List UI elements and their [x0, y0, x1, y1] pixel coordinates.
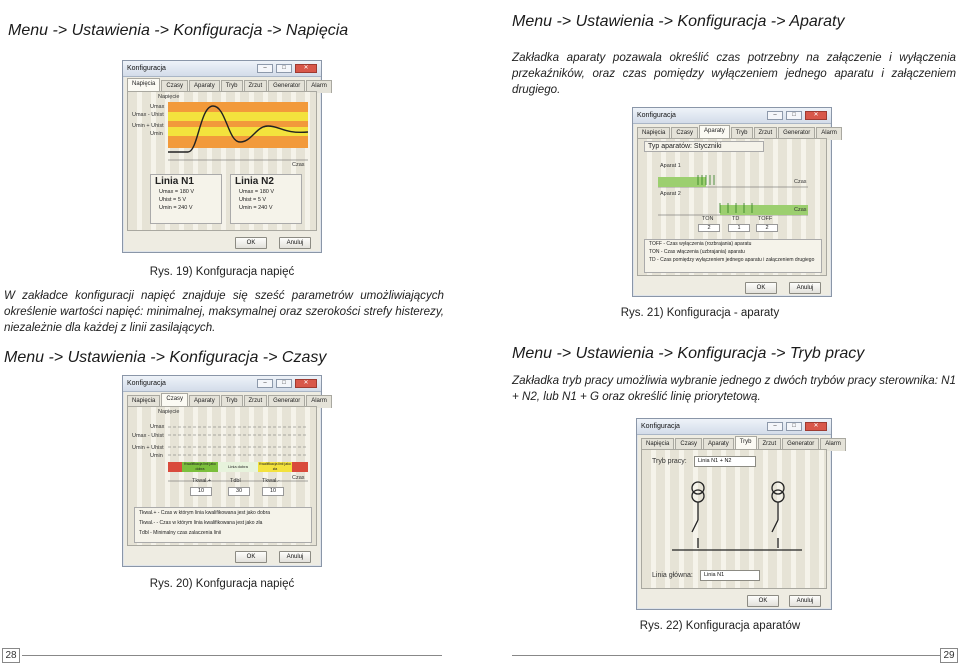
x-label-czas: Czas [292, 162, 305, 168]
n2-uhist-value[interactable]: 5 [257, 197, 261, 203]
tab-pane [127, 91, 317, 231]
y-label-umax: Umax [150, 104, 165, 110]
n1-unit: V [190, 189, 195, 195]
t-d-label: TD [732, 216, 740, 222]
n1-unit: V [188, 205, 193, 211]
n2-unit: V [268, 205, 273, 211]
close-icon[interactable]: ✕ [805, 111, 827, 120]
caption-rys22: Rys. 22) Konfiguracja aparatów [639, 620, 801, 632]
apparatus-type-group: Typ aparatów: Styczniki [644, 141, 764, 152]
legend-box [644, 239, 822, 273]
tab-alarm[interactable]: Alarm [816, 127, 842, 140]
tab-alarm[interactable]: Alarm [820, 438, 846, 451]
heading-aparaty: Menu -> Ustawienia -> Konfiguracja -> Aparaty [512, 13, 845, 30]
line-n1-title: Linia N1 [155, 176, 194, 187]
maximize-icon[interactable]: □ [786, 111, 802, 120]
tab-napiecia[interactable]: Napięcia [127, 78, 160, 91]
mode-label: Tryb pracy: [652, 458, 687, 465]
tab-pane [641, 449, 827, 589]
tab-zrzut[interactable]: Zrzut [754, 127, 778, 140]
heading-tryb-pracy: Menu -> Ustawienia -> Konfiguracja -> Tryb pracy [512, 345, 865, 362]
timing-lines [168, 417, 308, 487]
config-dialog-aparaty [632, 107, 837, 297]
paragraph-napiecia: W zakładce konfiguracji napięć znajduje się sześć parametrów umożliwiających określenie wartości napięć: minimalnej, maksymalnej oraz szerokości strefy histerezy, niezależnie dla każdej z linii zasilających. [4, 289, 444, 334]
minimize-icon[interactable]: – [257, 64, 273, 73]
n1-umax-label: Umax = [159, 189, 179, 195]
n1-umax-value[interactable]: 180 [179, 189, 189, 195]
t-dbl-label: Tdbl [230, 478, 241, 484]
tab-alarm[interactable]: Alarm [306, 80, 332, 93]
tab-tryb[interactable]: Tryb [735, 436, 757, 449]
caption-rys20: Rys. 20) Konfguracja napięć [149, 578, 295, 590]
y-label-umin-uhist: Umin + Uhist [132, 445, 164, 451]
close-icon[interactable]: ✕ [805, 422, 827, 431]
tab-generator[interactable]: Generator [778, 127, 815, 140]
ok-button[interactable]: OK [747, 595, 779, 607]
legend-ton: TON - Czas włączenia (uzbrajania) aparatu [649, 249, 745, 255]
tab-generator[interactable]: Generator [268, 395, 305, 408]
t-d-input[interactable]: 1 [728, 224, 750, 232]
cancel-button[interactable]: Anuluj [789, 282, 821, 294]
close-icon[interactable]: ✕ [295, 379, 317, 388]
segment-bad-1 [168, 462, 182, 472]
ok-button[interactable]: OK [235, 551, 267, 563]
tab-zrzut[interactable]: Zrzut [758, 438, 782, 451]
wiring-diagram [662, 480, 812, 560]
line-n1-panel [150, 174, 222, 224]
legend-toff: TOFF - Czas wyłączenia (rozbrajania) aparatu [649, 241, 752, 247]
paragraph-aparaty: Zakładka aparaty pozawala określić czas potrzebny na załączenie i wyłączenia przekaźników, oraz czas pomiędzy wyłączeniem jednego aparatu i załączeniem drugiego. [512, 51, 956, 96]
legend-tdbl: Tdbl - Minimalny czas zalaczenia linii [139, 530, 221, 536]
tab-aparaty[interactable]: Aparaty [189, 395, 220, 408]
segment-qualify-good: Kwalifikacja linii jako dobra [182, 462, 218, 472]
dialog-title: Konfiguracja [127, 380, 166, 387]
n2-umax-label: Umax = [239, 189, 259, 195]
y-label-umax: Umax [150, 424, 165, 430]
t-kwal-minus-label: Tkwal.- [262, 478, 280, 484]
voltage-curve [168, 102, 308, 162]
tab-aparaty[interactable]: Aparaty [189, 80, 220, 93]
n1-umin-label: Umin = [159, 205, 177, 211]
chart-title: Napięcie [158, 94, 180, 100]
t-off-label: TOFF [758, 216, 773, 222]
t-kwal-plus-label: Tkwal.+ [192, 478, 212, 484]
tab-pane [637, 138, 827, 276]
tab-napiecia[interactable]: Napięcia [637, 127, 670, 140]
tab-generator[interactable]: Generator [782, 438, 819, 451]
minimize-icon[interactable]: – [767, 422, 783, 431]
tab-aparaty[interactable]: Aparaty [703, 438, 734, 451]
config-dialog-tryb [636, 418, 841, 610]
n1-umin-value[interactable]: 240 [178, 205, 188, 211]
y-label-umax-uhist: Umax - Uhist [132, 433, 164, 439]
dialog-titlebar [123, 61, 321, 77]
segment-bad-2 [292, 462, 308, 472]
minimize-icon[interactable]: – [767, 111, 783, 120]
tab-tryb[interactable]: Tryb [221, 80, 243, 93]
heading-czasy: Menu -> Ustawienia -> Konfiguracja -> Czasy [4, 349, 327, 366]
config-dialog-napiecia [122, 60, 327, 253]
tab-czasy[interactable]: Czasy [671, 127, 698, 140]
label-aparat-1: Aparat 1 [660, 163, 681, 169]
transformer-n1-icon [692, 482, 704, 548]
n2-umax-value[interactable]: 180 [259, 189, 269, 195]
page-number-left: 28 [2, 648, 20, 663]
chart-title: Napięcie [158, 409, 180, 415]
cancel-button[interactable]: Anuluj [789, 595, 821, 607]
tab-czasy[interactable]: Czasy [675, 438, 702, 451]
paragraph-tryb-pracy: Zakładka tryb pracy umożliwia wybranie jednego z dwóch trybów pracy sterownika: N1 + N2, lub N1 + G oraz określić linię priorytetową. [512, 374, 956, 403]
tab-aparaty[interactable]: Aparaty [699, 125, 730, 138]
cancel-button[interactable]: Anuluj [279, 237, 311, 249]
tab-czasy[interactable]: Czasy [161, 80, 188, 93]
main-line-select[interactable]: Linia N1 [700, 570, 760, 581]
segment-qualify-bad: Kwalifikacja linii jako zła [259, 462, 291, 471]
tab-pane [127, 406, 317, 546]
n2-unit: V [270, 189, 275, 195]
n2-umin-value[interactable]: 240 [258, 205, 268, 211]
tab-napiecia[interactable]: Napięcia [641, 438, 674, 451]
page-number-right: 29 [940, 648, 958, 663]
line-n2-title: Linia N2 [235, 176, 274, 187]
mode-select[interactable]: Linia N1 + N2 [694, 456, 756, 467]
tab-zrzut[interactable]: Zrzut [244, 80, 268, 93]
y-label-umin: Umin [150, 131, 163, 137]
tab-generator[interactable]: Generator [268, 80, 305, 93]
legend-tkwal-plus: Tkwal.+ - Czas w którym linia kwalifikowana jest jako dobra [139, 510, 271, 516]
legend-tkwal-minus: Tkwal.- - Czas w którym linia kwalifikowana jest jako zła [139, 520, 263, 526]
dialog-titlebar [633, 108, 831, 124]
x-label-czas-1: Czas [794, 179, 807, 185]
heading-napiecia: Menu -> Ustawienia -> Konfiguracja -> Napięcia [8, 22, 349, 39]
y-label-umin-uhist: Umin + Uhist [132, 123, 164, 129]
label-aparat-2: Aparat 2 [660, 191, 681, 197]
maximize-icon[interactable]: □ [276, 379, 292, 388]
dialog-titlebar [123, 376, 321, 392]
tab-alarm[interactable]: Alarm [306, 395, 332, 408]
maximize-icon[interactable]: □ [786, 422, 802, 431]
n2-uhist-label: Uhist = [239, 197, 257, 203]
n1-uhist-label: Uhist = [159, 197, 177, 203]
footer-rule-left [22, 655, 442, 656]
legend-box [134, 507, 312, 543]
tab-czasy[interactable]: Czasy [161, 393, 188, 406]
y-label-umax-uhist: Umax - Uhist [132, 112, 164, 118]
t-kwal-plus-input[interactable]: 10 [190, 487, 212, 496]
n2-unit: V [262, 197, 267, 203]
dialog-title: Konfiguracja [127, 65, 166, 72]
t-on-input[interactable]: 2 [698, 224, 720, 232]
x-label-czas-2: Czas [794, 207, 807, 213]
maximize-icon[interactable]: □ [276, 64, 292, 73]
ok-button[interactable]: OK [235, 237, 267, 249]
dialog-title: Konfiguracja [637, 112, 676, 119]
legend-td: TD - Czas pomiędzy wyłączeniem jednego aparatu i załączeniem drugiego [649, 257, 815, 263]
t-on-label: TON [702, 216, 714, 222]
cancel-button[interactable]: Anuluj [279, 551, 311, 563]
tab-tryb[interactable]: Tryb [221, 395, 243, 408]
main-line-label: Linia główna: [652, 572, 693, 579]
close-icon[interactable]: ✕ [295, 64, 317, 73]
transformer-n2-icon [772, 482, 784, 548]
caption-rys19: Rys. 19) Konfguracja napięć [149, 266, 295, 278]
caption-rys21: Rys. 21) Konfiguracja - aparaty [620, 307, 780, 319]
y-label-umin: Umin [150, 453, 163, 459]
tab-tryb[interactable]: Tryb [731, 127, 753, 140]
x-label-czas: Czas [292, 475, 305, 481]
minimize-icon[interactable]: – [257, 379, 273, 388]
dialog-title: Konfiguracja [641, 423, 680, 430]
config-dialog-czasy [122, 375, 327, 567]
tab-napiecia[interactable]: Napięcia [127, 395, 160, 408]
n1-unit: V [182, 197, 187, 203]
t-kwal-minus-input[interactable]: 10 [262, 487, 284, 496]
line-n2-panel [230, 174, 302, 224]
t-off-input[interactable]: 2 [756, 224, 778, 232]
dialog-titlebar [637, 419, 831, 435]
tab-zrzut[interactable]: Zrzut [244, 395, 268, 408]
t-dbl-input[interactable]: 30 [228, 487, 250, 496]
footer-rule-right [512, 655, 940, 656]
n2-umin-label: Umin = [239, 205, 257, 211]
ok-button[interactable]: OK [745, 282, 777, 294]
n1-uhist-value[interactable]: 5 [177, 197, 181, 203]
segment-line-good: Linia dobra [218, 462, 258, 472]
